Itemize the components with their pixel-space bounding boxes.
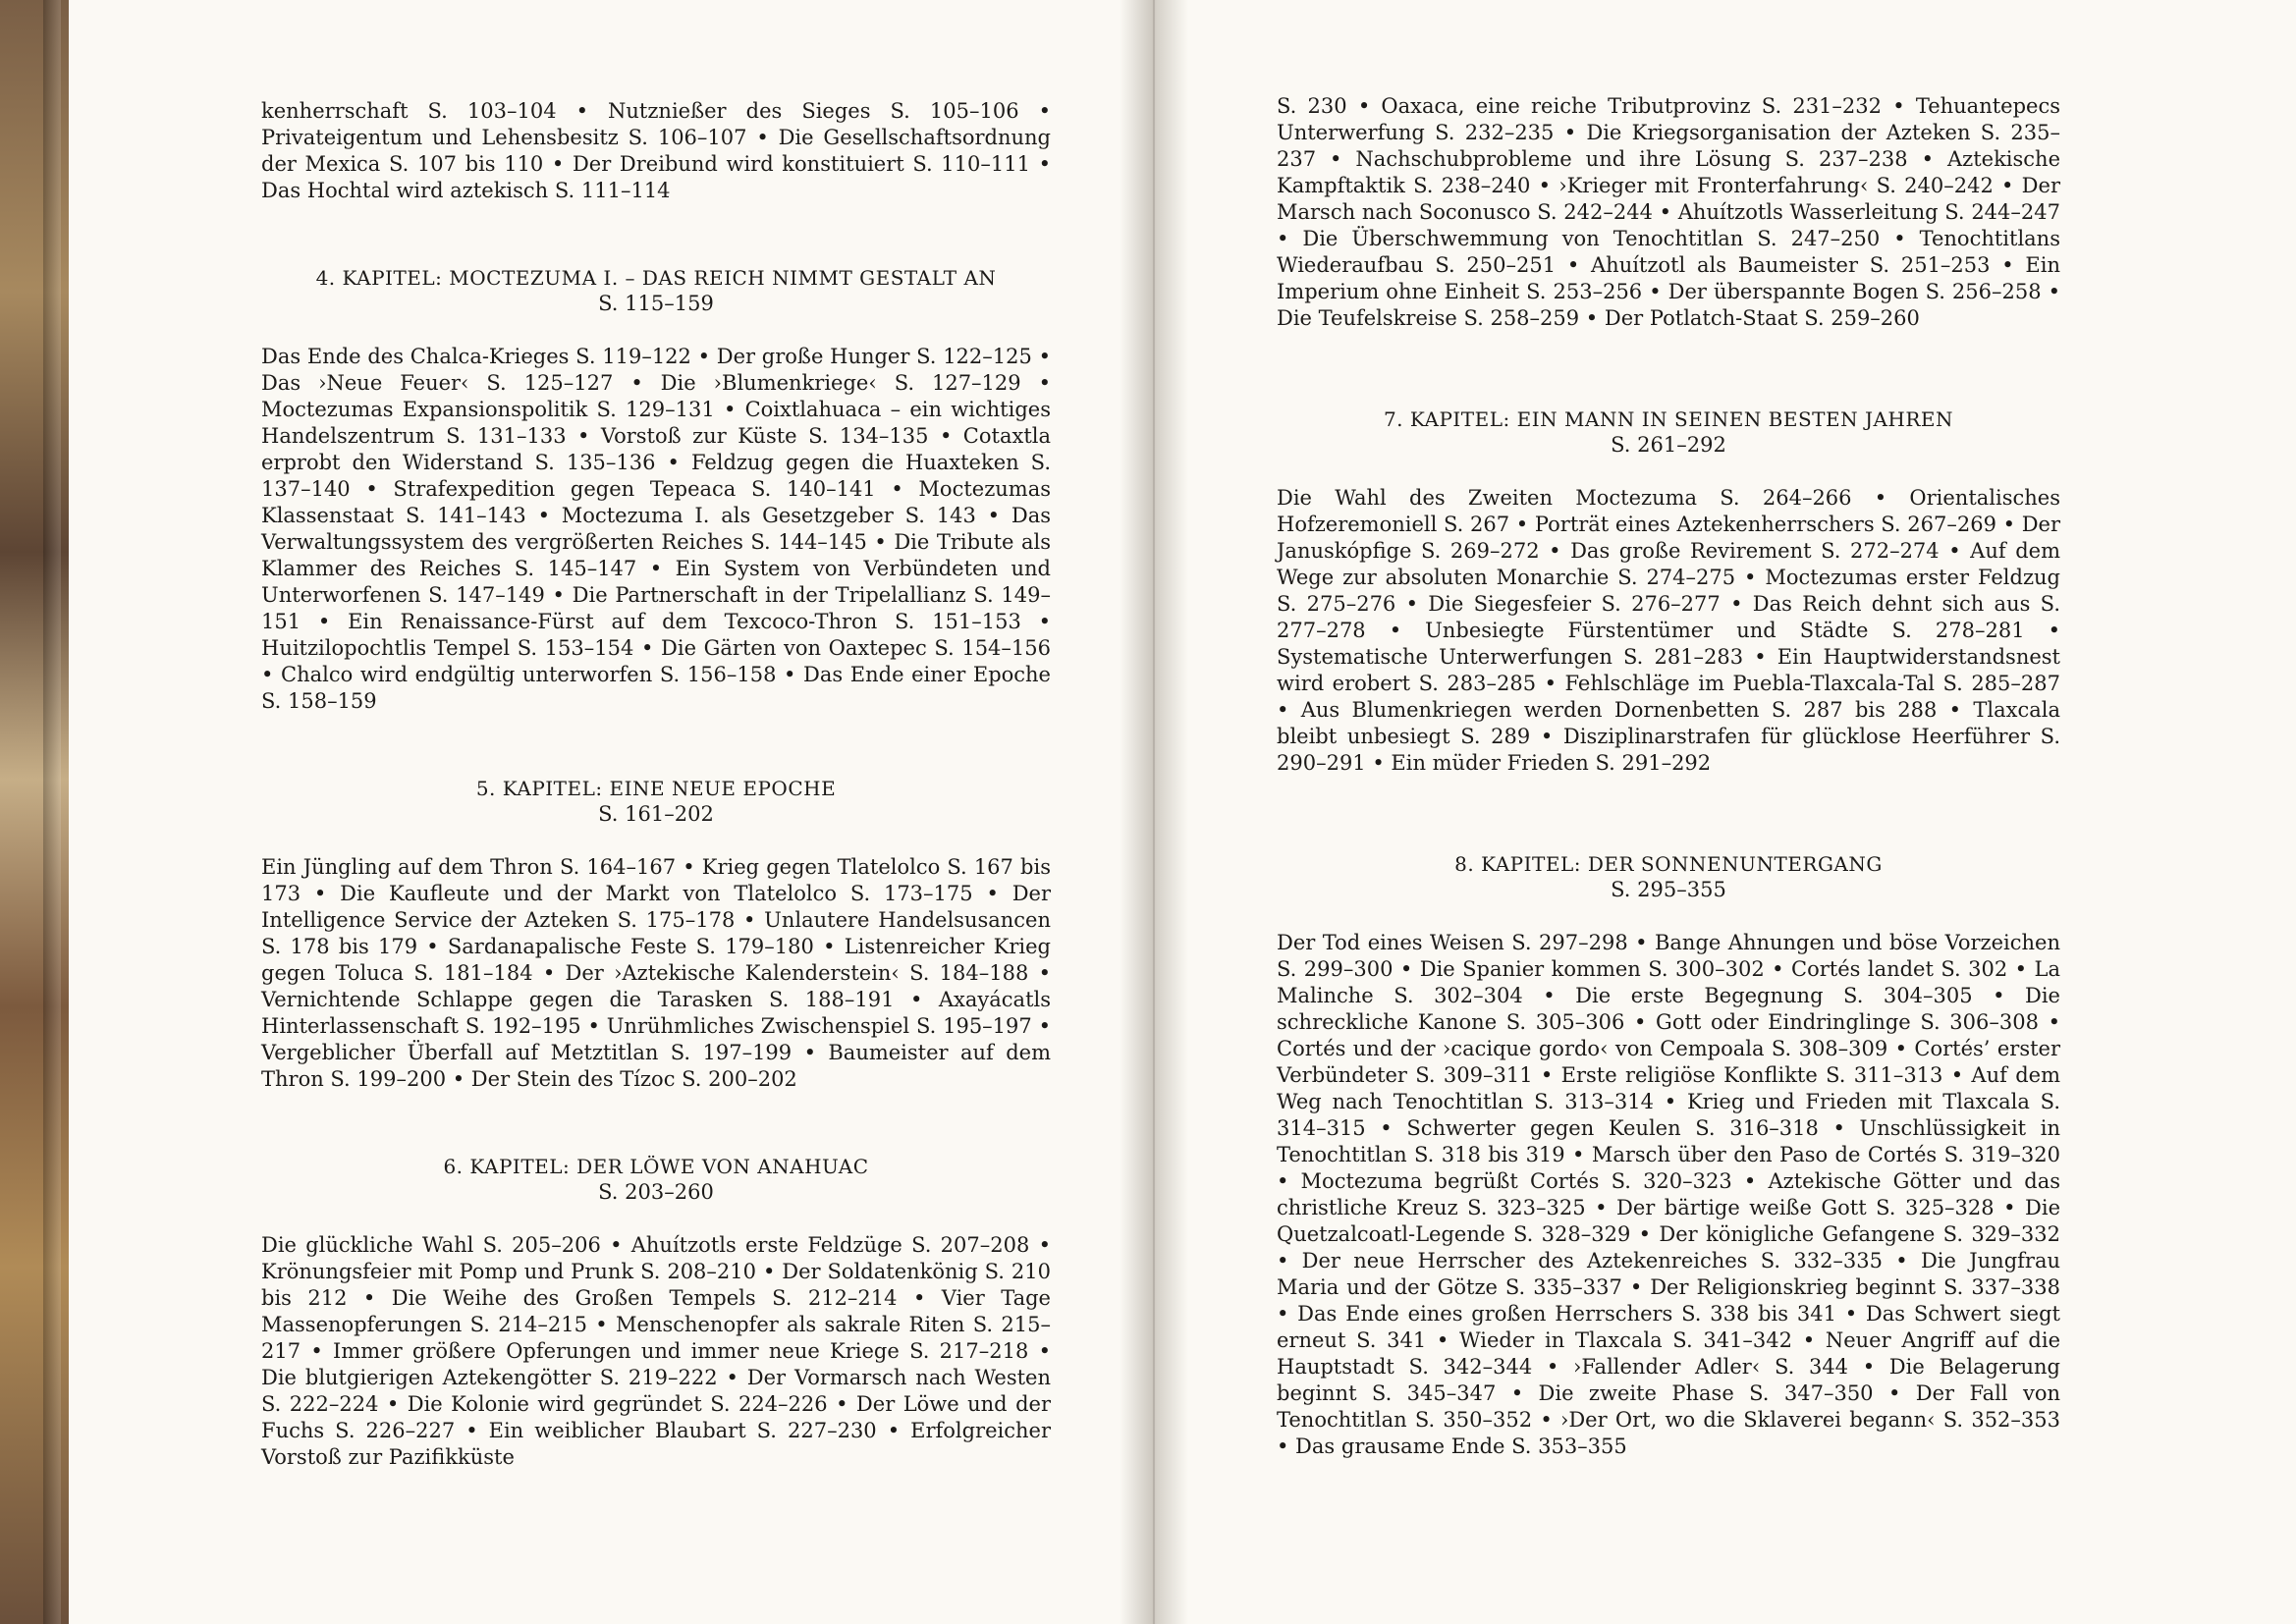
chapter-title: 5. KAPITEL: EINE NEUE EPOCHE — [475, 777, 837, 800]
chapter-contents: Ein Jüngling auf dem Thron S. 164–167 • Krieg gegen Tlatelolco S. 167 bis 173 • Die Kaufleute und der Markt von Tlatelolco S. 173–175 • Der Intelligence Service der Azteken S. 175–178 • Unlautere Handelsusancen S. 178 bis 179 • Sardanapalische Feste S. 179–180 • Listenreicher Krieg gegen Toluca S. 181–184 • Der ›Aztekische Kalenderstein‹ S. 184–188 • Vernichtende Schlappe gegen die Tarasken S. 188–191 • Axayácatls Hinterlassenschaft S. 192–195 • Unrühmliches Zwischenspiel S. 195–197 • Vergeblicher Überfall auf Metztitlan S. 197–199 • Baumeister auf dem Thron S. 199–200 • Der Stein des Tízoc S. 200–202 — [261, 855, 1051, 1091]
chapter-heading — [1277, 406, 2060, 458]
chapter-pages: S. 203–260 — [598, 1180, 714, 1204]
chapter-title: 7. KAPITEL: EIN MANN IN SEINEN BESTEN JAHREN — [1383, 407, 1954, 431]
book-gutter — [1120, 0, 1188, 1624]
chapter-pages: S. 295–355 — [1611, 878, 1726, 901]
chapter-pages: S. 261–292 — [1611, 433, 1726, 457]
chapter-heading — [261, 265, 1051, 316]
chapter-heading — [261, 1154, 1051, 1205]
chapter-title: 6. KAPITEL: DER LÖWE VON ANAHUAC — [443, 1155, 869, 1178]
intro-paragraph: kenherrschaft S. 103–104 • Nutznießer des Sieges S. 105–106 • Privateigentum und Lehensbesitz S. 106–107 • Die Gesellschaftsordnung der Mexica S. 107 bis 110 • Der Dreibund wird konstituiert S. 110–111 • Das Hochtal wird aztekisch S. 111–114 — [261, 99, 1051, 202]
intro-paragraph: S. 230 • Oaxaca, eine reiche Tributprovinz S. 231–232 • Tehuantepecs Unterwerfung S. 232–235 • Die Kriegsorganisation der Azteken S. 235–237 • Nachschubprobleme und ihre Lösung S. 237–238 • Aztekische Kampftaktik S. 238–240 • ›Krieger mit Fronterfahrung‹ S. 240–242 • Der Marsch nach Soconusco S. 242–244 • Ahuítzotls Wasserleitung S. 244–247 • Die Überschwemmung von Tenochtitlan S. 247–250 • Tenochtitlans Wiederaufbau S. 250–251 • Ahuítzotl als Baumeister S. 251–253 • Ein Imperium ohne Einheit S. 253–256 • Der überspannte Bogen S. 256–258 • Die Teufelskreise S. 258–259 • Der Potlatch-Staat S. 259–260 — [1277, 94, 2060, 330]
chapter-pages: S. 115–159 — [598, 292, 714, 315]
chapter-contents: Der Tod eines Weisen S. 297–298 • Bange Ahnungen und böse Vorzeichen S. 299–300 • Die Spanier kommen S. 300–302 • Cortés landet S. 302 • La Malinche S. 302–304 • Die erste Begegnung S. 304–305 • Die schreckliche Kanone S. 305–306 • Gott oder Eindringlinge S. 306–308 • Cortés und der ›cacique gordo‹ von Cempoala S. 308–309 • Cortés’ erster Verbündeter S. 309–311 • Erste religiöse Konflikte S. 311–313 • Auf dem Weg nach Tenochtitlan S. 313–314 • Krieg und Frieden mit Tlaxcala S. 314–315 • Schwerter gegen Keulen S. 316–318 • Unschlüssigkeit in Tenochtitlan S. 318 bis 319 • Marsch über den Paso de Cortés S. 319–320 • Moctezuma begrüßt Cortés S. 320–323 • Aztekische Götter und das christliche Kreuz S. 323–325 • Der bärtige weiße Gott S. 325–328 • Die Quetzalcoatl-Legende S. 328–329 • Der königliche Gefangene S. 329–332 • Der neue Herrscher des Aztekenreiches S. 332–335 • Die Jungfrau Maria und der Götze S. 335–337 • Der Religionskrieg beginnt S. 337–338 • Das Ende eines großen Herrschers S. 338 bis 341 • Das Schwert siegt erneut S. 341 • Wieder in Tlaxcala S. 341–342 • Neuer Angriff auf die Hauptstadt S. 342–344 • ›Fallender Adler‹ S. 344 • Die Belagerung beginnt S. 345–347 • Die zweite Phase S. 347–350 • Der Fall von Tenochtitlan S. 350–352 • ›Der Ort, wo die Sklaverei begann‹ S. 352–353 • Das grausame Ende S. 353–355 — [1277, 931, 2060, 1458]
chapter-contents: Die glückliche Wahl S. 205–206 • Ahuítzotls erste Feldzüge S. 207–208 • Krönungsfeier mit Pomp und Prunk S. 208–210 • Der Soldatenkönig S. 210 bis 212 • Die Weihe des Großen Tempels S. 212–214 • Vier Tage Massenopferungen S. 214–215 • Menschenopfer als sakrale Riten S. 215–217 • Immer größere Opferungen und immer neue Kriege S. 217–218 • Die blutgierigen Aztekengötter S. 219–222 • Der Vormarsch nach Westen S. 222–224 • Die Kolonie wird gegründet S. 224–226 • Der Löwe und der Fuchs S. 226–227 • Ein weiblicher Blaubart S. 227–230 • Erfolgreicher Vorstoß zur Pazifikküste — [261, 1233, 1051, 1469]
chapter-title: 8. KAPITEL: DER SONNENUNTERGANG — [1454, 852, 1883, 876]
left-page — [69, 0, 1149, 1624]
chapter-heading — [261, 776, 1051, 827]
chapter-contents: Die Wahl des Zweiten Moctezuma S. 264–266 • Orientalisches Hofzeremoniell S. 267 • Porträt eines Aztekenherrschers S. 267–269 • Der Januskópfige S. 269–272 • Das große Revirement S. 272–274 • Auf dem Wege zur absoluten Monarchie S. 274–275 • Moctezumas erster Feldzug S. 275–276 • Die Siegesfeier S. 276–277 • Das Reich dehnt sich aus S. 277–278 • Unbesiegte Fürstentümer und Städte S. 278–281 • Systematische Unterwerfungen S. 281–283 • Ein Hauptwiderstandsnest wird erobert S. 283–285 • Fehlschläge im Puebla-Tlaxcala-Tal S. 285–287 • Aus Blumenkriegen werden Dornenbetten S. 287 bis 288 • Tlaxcala bleibt unbesiegt S. 289 • Disziplinarstrafen für glücklose Heerführer S. 290–291 • Ein müder Frieden S. 291–292 — [1277, 486, 2060, 775]
chapter-pages: S. 161–202 — [598, 802, 714, 826]
chapter-contents: Das Ende des Chalca-Krieges S. 119–122 • Der große Hunger S. 122–125 • Das ›Neue Feuer‹ S. 125–127 • Die ›Blumenkriege‹ S. 127–129 • Moctezumas Expansionspolitik S. 129–131 • Coixtlahuaca – ein wichtiges Handelszentrum S. 131–133 • Vorstoß zur Küste S. 134–135 • Cotaxtla erprobt den Widerstand S. 135–136 • Feldzug gegen die Huaxteken S. 137–140 • Strafexpedition gegen Tepeaca S. 140–141 • Moctezumas Klassenstaat S. 141–143 • Moctezuma I. als Gesetzgeber S. 143 • Das Verwaltungssystem des vergrößerten Reiches S. 144–145 • Die Tribute als Klammer des Reiches S. 145–147 • Ein System von Verbündeten und Unterworfenen S. 147–149 • Die Partnerschaft in der Tripelallianz S. 149–151 • Ein Renaissance-Fürst auf dem Texcoco-Thron S. 151–153 • Huitzilopochtlis Tempel S. 153–154 • Die Gärten von Oaxtepec S. 154–156 • Chalco wird endgültig unterworfen S. 156–158 • Das Ende einer Epoche S. 158–159 — [261, 345, 1051, 713]
book-edge — [0, 0, 69, 1624]
chapter-title: 4. KAPITEL: MOCTEZUMA I. – DAS REICH NIMMT GESTALT AN — [315, 266, 997, 290]
book-edge-strip — [43, 0, 61, 1624]
right-page — [1149, 0, 2296, 1624]
chapter-heading — [1277, 851, 2060, 902]
